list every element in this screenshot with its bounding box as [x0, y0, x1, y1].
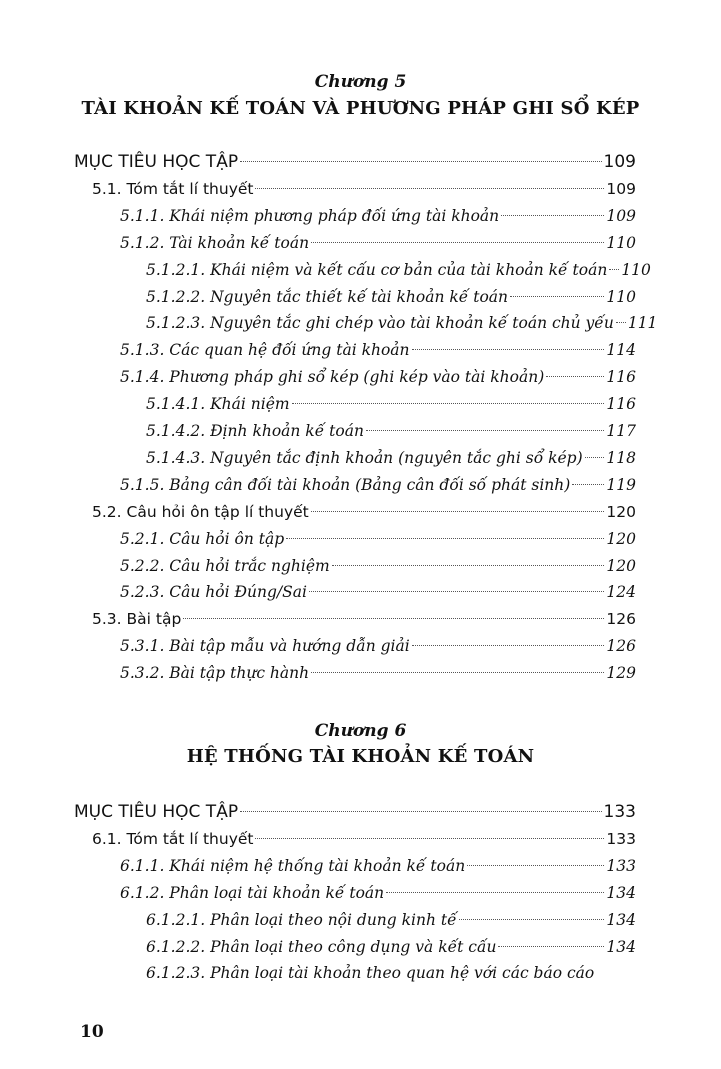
toc-entry-title: 5.3.1. Bài tập mẫu và hướng dẫn giải — [120, 637, 410, 656]
dot-leader — [459, 919, 605, 920]
chapter-6-title: HỆ THỐNG TÀI KHOẢN KẾ TOÁN — [186, 746, 535, 767]
toc-entry — [92, 607, 636, 631]
toc-entry — [120, 634, 636, 658]
toc-entry-title: 5.3.2. Bài tập thực hành — [120, 664, 310, 683]
toc-entry-page: 134 — [606, 910, 636, 929]
toc-entry-page: 110 — [606, 287, 636, 306]
chapter-5-title: TÀI KHOẢN KẾ TOÁN VÀ PHƯƠNG PHÁP GHI SỔ KÉP — [81, 98, 640, 119]
dot-leader — [616, 322, 626, 323]
toc-entry — [120, 854, 636, 878]
toc-entry — [120, 473, 636, 497]
toc-entry-page: 110 — [621, 260, 651, 279]
dot-leader — [585, 457, 605, 458]
toc-entry — [120, 580, 636, 604]
toc-entry — [92, 177, 636, 201]
dot-leader — [467, 865, 604, 866]
dot-leader — [498, 946, 604, 947]
toc-entry-page: 126 — [606, 610, 636, 629]
toc-entry-title: 6.1.1. Khái niệm hệ thống tài khoản kế toán — [120, 856, 466, 875]
toc-entry-page: 117 — [606, 422, 636, 440]
toc-entry-page: 116 — [606, 395, 636, 414]
toc-entry-page: 109 — [606, 206, 636, 225]
toc-entry-title: 5.1.4.2. Định khoản kế toán — [146, 422, 364, 440]
toc-entry-title: MỤC TIÊU HỌC TẬP — [74, 802, 239, 822]
toc-entry-page: 109 — [606, 179, 636, 198]
toc-entry-title: 5.1.5. Bảng cân đối tài khoản (Bảng cân đối số phát sinh) — [120, 475, 571, 494]
dot-leader — [240, 161, 601, 162]
toc-entry-title: 5.1.2. Tài khoản kế toán — [120, 233, 310, 252]
dot-leader — [501, 215, 604, 216]
toc-entry — [146, 419, 636, 443]
toc-entry-title: 6.1. Tóm tắt lí thuyết — [92, 829, 254, 848]
toc-entry-title: 5.2.1. Câu hỏi ôn tập — [120, 529, 285, 548]
toc-entry-page: 110 — [606, 233, 636, 252]
toc-entry-page: 114 — [606, 341, 636, 360]
dot-leader — [255, 188, 604, 189]
toc-entry — [146, 392, 636, 416]
dot-leader — [255, 838, 604, 839]
dot-leader — [386, 892, 604, 893]
dot-leader — [412, 349, 605, 350]
toc-entry-title: 5.2.2. Câu hỏi trắc nghiệm — [120, 556, 330, 575]
toc-entry-title: 5.2. Câu hỏi ôn tập lí thuyết — [92, 502, 309, 521]
dot-leader — [311, 511, 605, 512]
toc-entry — [92, 500, 636, 524]
toc-entry — [120, 527, 636, 551]
toc-entry-title: 6.1.2.1. Phân loại theo nội dung kinh tế — [146, 910, 457, 929]
toc-entry — [92, 827, 636, 851]
toc-entry — [146, 961, 636, 985]
toc-entry — [146, 258, 651, 282]
toc-entry-title: 5.2.3. Câu hỏi Đúng/Sai — [120, 583, 307, 602]
toc-entry-page: 124 — [606, 583, 636, 602]
toc-entry-title: 5.1.3. Các quan hệ đối ứng tài khoản — [120, 341, 410, 360]
toc-entry-page: 129 — [606, 664, 636, 683]
toc-entry-title: 5.1.2.3. Nguyên tắc ghi chép vào tài khoản kế toán chủ yếu — [146, 314, 614, 333]
toc-entry-page: 133 — [606, 829, 636, 848]
toc-entry — [120, 204, 636, 228]
toc-entry-page: 133 — [603, 802, 636, 822]
toc-entry — [146, 908, 636, 932]
toc-entry — [120, 338, 636, 362]
chapter-6-label: Chương 6 — [314, 721, 407, 741]
dot-leader — [366, 430, 604, 431]
toc-entry-page: 134 — [606, 883, 636, 902]
toc-entry-title: 5.3. Bài tập — [92, 610, 182, 629]
toc-entry-title: 6.1.2. Phân loại tài khoản kế toán — [120, 883, 385, 902]
dot-leader — [309, 591, 604, 592]
toc-entry-page: 109 — [603, 152, 636, 172]
toc-entry-title: 5.1.4.1. Khái niệm — [146, 395, 290, 414]
toc-entry — [146, 935, 636, 959]
toc-entry-page: 116 — [606, 368, 636, 387]
toc-entry — [120, 661, 636, 685]
toc-entry-title: 5.1.4. Phương pháp ghi sổ kép (ghi kép vào tài khoản) — [120, 368, 545, 387]
toc-entry — [74, 800, 636, 824]
toc-entry-title: 6.1.2.3. Phân loại tài khoản theo quan hệ với các báo cáo — [146, 964, 595, 983]
toc-entry — [120, 554, 636, 578]
toc-entry-page: 120 — [606, 529, 636, 548]
toc-entry-page: 120 — [606, 556, 636, 575]
toc-entry-page: 120 — [606, 502, 636, 521]
dot-leader — [183, 618, 604, 619]
toc-entry-title: MỤC TIÊU HỌC TẬP — [74, 152, 239, 172]
toc-entry — [120, 231, 636, 255]
toc-entry-title: 6.1.2.2. Phân loại theo công dụng và kết cấu — [146, 937, 497, 956]
toc-entry — [120, 881, 636, 905]
dot-leader — [292, 403, 605, 404]
toc-entry — [146, 285, 636, 309]
toc-entry-page: 133 — [606, 856, 636, 875]
toc-entry-page: 119 — [606, 475, 636, 494]
dot-leader — [546, 376, 604, 377]
dot-leader — [311, 242, 604, 243]
dot-leader — [311, 672, 604, 673]
dot-leader — [240, 811, 601, 812]
dot-leader — [572, 484, 604, 485]
dot-leader — [286, 538, 604, 539]
toc-entry-page: 118 — [606, 448, 636, 467]
toc-entry-title: 5.1.2.1. Khái niệm và kết cấu cơ bản của tài khoản kế toán — [146, 260, 608, 279]
chapter-5-label: Chương 5 — [314, 72, 407, 92]
toc-entry-title: 5.1.4.3. Nguyên tắc định khoản (nguyên tắc ghi sổ kép) — [146, 448, 583, 467]
dot-leader — [510, 296, 604, 297]
toc-entry-title: 5.1.1. Khái niệm phương pháp đối ứng tài khoản — [120, 206, 500, 225]
toc-entry — [146, 311, 658, 335]
dot-leader — [412, 645, 605, 646]
page-number: 10 — [80, 1022, 104, 1042]
toc-entry — [146, 446, 636, 470]
toc-entry — [74, 150, 636, 174]
dot-leader — [332, 565, 605, 566]
toc-entry-page: 111 — [627, 314, 658, 333]
toc-entry-page: 126 — [606, 637, 636, 656]
toc-entry-title: 5.1.2.2. Nguyên tắc thiết kế tài khoản kế toán — [146, 287, 509, 306]
dot-leader — [609, 269, 619, 270]
toc-entry — [120, 365, 636, 389]
toc-entry-title: 5.1. Tóm tắt lí thuyết — [92, 179, 254, 198]
toc-entry-page: 134 — [606, 937, 636, 956]
